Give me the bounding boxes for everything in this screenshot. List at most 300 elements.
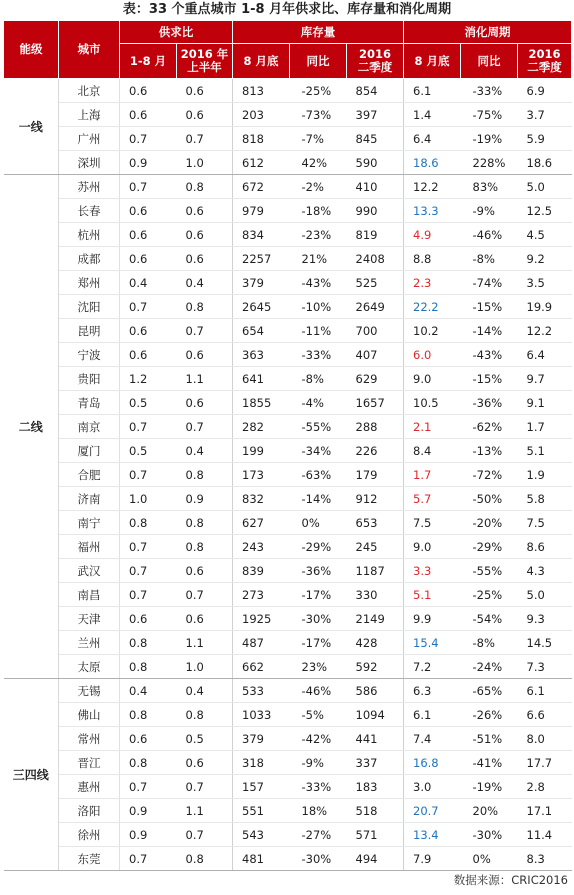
inventory-q2-cell: 845: [347, 127, 404, 151]
cycle-yoy-cell: -50%: [461, 487, 518, 511]
city-cell: 东莞: [59, 847, 120, 871]
city-cell: 常州: [59, 727, 120, 751]
city-cell: 宁波: [59, 343, 120, 367]
supply-ytd-cell: 0.7: [120, 583, 177, 607]
supply-h1-cell: 0.7: [177, 415, 233, 439]
supply-ytd-cell: 1.2: [120, 367, 177, 391]
cycle-aug-cell: 5.7: [404, 487, 461, 511]
cycle-yoy-cell: -15%: [461, 295, 518, 319]
inventory-yoy-cell: -17%: [290, 631, 347, 655]
supply-h1-cell: 0.7: [177, 775, 233, 799]
table-row: [4, 247, 572, 271]
cycle-q2-cell: 9.1: [518, 391, 572, 415]
inventory-q2-cell: 1657: [347, 391, 404, 415]
cycle-aug-cell: 7.9: [404, 847, 461, 871]
cycle-q2-cell: 14.5: [518, 631, 572, 655]
inventory-aug-cell: 813: [233, 79, 290, 103]
cycle-q2-cell: 1.9: [518, 463, 572, 487]
inventory-aug-cell: 157: [233, 775, 290, 799]
cycle-q2-cell: 8.0: [518, 727, 572, 751]
table-body: [4, 79, 572, 871]
cycle-q2-cell: 5.8: [518, 487, 572, 511]
cycle-yoy-cell: -29%: [461, 535, 518, 559]
inventory-aug-cell: 173: [233, 463, 290, 487]
table-row: [4, 511, 572, 535]
cycle-yoy-cell: -25%: [461, 583, 518, 607]
inventory-q2-cell: 179: [347, 463, 404, 487]
inventory-q2-cell: 330: [347, 583, 404, 607]
cycle-q2-cell: 7.5: [518, 511, 572, 535]
inventory-aug-cell: 318: [233, 751, 290, 775]
inventory-yoy-cell: 23%: [290, 655, 347, 679]
cycle-yoy-cell: -75%: [461, 103, 518, 127]
table-row: [4, 487, 572, 511]
inventory-aug-cell: 273: [233, 583, 290, 607]
city-cell: 洛阳: [59, 799, 120, 823]
city-cell: 青岛: [59, 391, 120, 415]
city-cell: 南京: [59, 415, 120, 439]
city-cell: 合肥: [59, 463, 120, 487]
inventory-q2-cell: 525: [347, 271, 404, 295]
supply-ytd-cell: 0.6: [120, 343, 177, 367]
inventory-yoy-cell: -33%: [290, 775, 347, 799]
supply-ytd-cell: 0.9: [120, 151, 177, 175]
cycle-aug-cell: 18.6: [404, 151, 461, 175]
cycle-q2-cell: 18.6: [518, 151, 572, 175]
cycle-aug-cell: 7.5: [404, 511, 461, 535]
inventory-q2-cell: 183: [347, 775, 404, 799]
supply-ytd-cell: 0.7: [120, 127, 177, 151]
cycle-yoy-cell: -8%: [461, 631, 518, 655]
inventory-aug-cell: 2257: [233, 247, 290, 271]
cycle-aug-cell: 3.0: [404, 775, 461, 799]
inventory-aug-cell: 487: [233, 631, 290, 655]
supply-ytd-cell: 1.0: [120, 487, 177, 511]
supply-h1-cell: 0.8: [177, 511, 233, 535]
cycle-q2-cell: 2.8: [518, 775, 572, 799]
supply-h1-cell: 0.7: [177, 127, 233, 151]
cycle-q2-cell: 7.3: [518, 655, 572, 679]
inventory-yoy-cell: -29%: [290, 535, 347, 559]
city-cell: 长春: [59, 199, 120, 223]
city-cell: 昆明: [59, 319, 120, 343]
supply-ytd-cell: 0.6: [120, 247, 177, 271]
inventory-yoy-cell: -9%: [290, 751, 347, 775]
city-cell: 福州: [59, 535, 120, 559]
inventory-q2-cell: 407: [347, 343, 404, 367]
cycle-yoy-cell: -14%: [461, 319, 518, 343]
city-cell: 南昌: [59, 583, 120, 607]
supply-h1-cell: 0.6: [177, 607, 233, 631]
inventory-q2-cell: 494: [347, 847, 404, 871]
city-cell: 郑州: [59, 271, 120, 295]
table-row: [4, 799, 572, 823]
inventory-yoy-cell: -30%: [290, 607, 347, 631]
cycle-q2-cell: 5.0: [518, 583, 572, 607]
table-row: [4, 463, 572, 487]
cycle-aug-cell: 8.8: [404, 247, 461, 271]
supply-h1-cell: 0.6: [177, 751, 233, 775]
city-cell: 杭州: [59, 223, 120, 247]
cycle-aug-cell: 6.1: [404, 703, 461, 727]
header-inv-q2-line1: 2016: [359, 47, 392, 61]
inventory-yoy-cell: -43%: [290, 271, 347, 295]
cycle-aug-cell: 9.9: [404, 607, 461, 631]
city-cell: 天津: [59, 607, 120, 631]
inventory-q2-cell: 428: [347, 631, 404, 655]
cycle-aug-cell: 13.4: [404, 823, 461, 847]
cycle-aug-cell: 6.3: [404, 679, 461, 703]
supply-ytd-cell: 0.5: [120, 391, 177, 415]
cycle-aug-cell: 12.2: [404, 175, 461, 199]
inventory-aug-cell: 818: [233, 127, 290, 151]
supply-h1-cell: 0.4: [177, 679, 233, 703]
header-supply-h1: [177, 44, 233, 79]
cycle-aug-cell: 8.4: [404, 439, 461, 463]
inventory-yoy-cell: -8%: [290, 367, 347, 391]
table-row: [4, 175, 572, 199]
city-cell: 太原: [59, 655, 120, 679]
inventory-q2-cell: 700: [347, 319, 404, 343]
supply-ytd-cell: 0.8: [120, 703, 177, 727]
supply-h1-cell: 0.6: [177, 103, 233, 127]
table-row: [4, 343, 572, 367]
cycle-yoy-cell: -9%: [461, 199, 518, 223]
inventory-yoy-cell: -34%: [290, 439, 347, 463]
inventory-q2-cell: 441: [347, 727, 404, 751]
inventory-q2-cell: 518: [347, 799, 404, 823]
header-group-cycle: 消化周期: [404, 21, 572, 44]
cycle-yoy-cell: 0%: [461, 847, 518, 871]
inventory-yoy-cell: -11%: [290, 319, 347, 343]
supply-ytd-cell: 0.7: [120, 775, 177, 799]
supply-ytd-cell: 0.8: [120, 631, 177, 655]
cycle-aug-cell: 10.5: [404, 391, 461, 415]
supply-h1-cell: 0.6: [177, 343, 233, 367]
cycle-aug-cell: 13.3: [404, 199, 461, 223]
inventory-yoy-cell: 21%: [290, 247, 347, 271]
cycle-aug-cell: 16.8: [404, 751, 461, 775]
supply-ytd-cell: 0.7: [120, 175, 177, 199]
inventory-q2-cell: 1187: [347, 559, 404, 583]
table-row: [4, 151, 572, 175]
cycle-q2-cell: 9.3: [518, 607, 572, 631]
city-cell: 晋江: [59, 751, 120, 775]
cycle-aug-cell: 2.3: [404, 271, 461, 295]
inventory-aug-cell: 612: [233, 151, 290, 175]
table-row: [4, 103, 572, 127]
cycle-aug-cell: 4.9: [404, 223, 461, 247]
city-cell: 徐州: [59, 823, 120, 847]
inventory-yoy-cell: 42%: [290, 151, 347, 175]
table-row: [4, 847, 572, 871]
cycle-yoy-cell: -19%: [461, 127, 518, 151]
table-row: [4, 727, 572, 751]
city-cell: 上海: [59, 103, 120, 127]
supply-h1-cell: 1.1: [177, 631, 233, 655]
city-cell: 武汉: [59, 559, 120, 583]
cycle-q2-cell: 5.1: [518, 439, 572, 463]
header-inv-q2: [347, 44, 404, 79]
cycle-yoy-cell: -20%: [461, 511, 518, 535]
header-supply-h1-line2: 上半年: [187, 60, 222, 74]
city-cell: 惠州: [59, 775, 120, 799]
inventory-aug-cell: 543: [233, 823, 290, 847]
inventory-aug-cell: 2645: [233, 295, 290, 319]
cycle-yoy-cell: -30%: [461, 823, 518, 847]
tier-label: 二线: [4, 175, 59, 679]
data-source: 数据来源：CRIC2016: [453, 873, 568, 887]
cycle-yoy-cell: -74%: [461, 271, 518, 295]
supply-h1-cell: 0.4: [177, 271, 233, 295]
inventory-yoy-cell: -10%: [290, 295, 347, 319]
cycle-q2-cell: 6.9: [518, 79, 572, 103]
supply-ytd-cell: 0.6: [120, 223, 177, 247]
cycle-q2-cell: 3.7: [518, 103, 572, 127]
cycle-aug-cell: 2.1: [404, 415, 461, 439]
inventory-yoy-cell: -73%: [290, 103, 347, 127]
inventory-yoy-cell: -33%: [290, 343, 347, 367]
supply-ytd-cell: 0.6: [120, 607, 177, 631]
supply-h1-cell: 0.7: [177, 583, 233, 607]
inventory-aug-cell: 1855: [233, 391, 290, 415]
inventory-aug-cell: 627: [233, 511, 290, 535]
table-row: [4, 199, 572, 223]
city-cell: 沈阳: [59, 295, 120, 319]
cycle-yoy-cell: -41%: [461, 751, 518, 775]
inventory-aug-cell: 363: [233, 343, 290, 367]
cycle-aug-cell: 10.2: [404, 319, 461, 343]
supply-ytd-cell: 0.9: [120, 799, 177, 823]
inventory-aug-cell: 203: [233, 103, 290, 127]
cycle-q2-cell: 6.1: [518, 679, 572, 703]
table-row: [4, 367, 572, 391]
header-cyc-q2: [518, 44, 572, 79]
inventory-q2-cell: 629: [347, 367, 404, 391]
supply-h1-cell: 0.6: [177, 79, 233, 103]
cycle-aug-cell: 9.0: [404, 367, 461, 391]
table-row: [4, 223, 572, 247]
cycle-yoy-cell: -43%: [461, 343, 518, 367]
cycle-aug-cell: 1.7: [404, 463, 461, 487]
header-supply-h1-line1: 2016 年: [180, 47, 229, 61]
supply-ytd-cell: 0.4: [120, 271, 177, 295]
table-row: [4, 559, 572, 583]
inventory-q2-cell: 2649: [347, 295, 404, 319]
table-header: [4, 21, 572, 79]
table-row: [4, 703, 572, 727]
city-cell: 成都: [59, 247, 120, 271]
table-row: [4, 127, 572, 151]
supply-h1-cell: 0.6: [177, 199, 233, 223]
cycle-aug-cell: 5.1: [404, 583, 461, 607]
inventory-yoy-cell: -4%: [290, 391, 347, 415]
inventory-q2-cell: 226: [347, 439, 404, 463]
inventory-aug-cell: 662: [233, 655, 290, 679]
inventory-aug-cell: 199: [233, 439, 290, 463]
table-row: [4, 79, 572, 103]
table-row: [4, 535, 572, 559]
cycle-aug-cell: 3.3: [404, 559, 461, 583]
inventory-aug-cell: 979: [233, 199, 290, 223]
cycle-q2-cell: 12.5: [518, 199, 572, 223]
cycle-q2-cell: 11.4: [518, 823, 572, 847]
table-row: [4, 823, 572, 847]
cycle-yoy-cell: 20%: [461, 799, 518, 823]
supply-ytd-cell: 0.6: [120, 727, 177, 751]
table-row: [4, 631, 572, 655]
supply-h1-cell: 0.8: [177, 463, 233, 487]
inventory-q2-cell: 586: [347, 679, 404, 703]
inventory-yoy-cell: -42%: [290, 727, 347, 751]
inventory-aug-cell: 379: [233, 271, 290, 295]
cycle-q2-cell: 12.2: [518, 319, 572, 343]
cycle-aug-cell: 7.2: [404, 655, 461, 679]
header-cyc-yoy: 同比: [461, 44, 518, 79]
table-row: [4, 415, 572, 439]
supply-h1-cell: 0.6: [177, 391, 233, 415]
supply-h1-cell: 0.4: [177, 439, 233, 463]
inventory-q2-cell: 590: [347, 151, 404, 175]
cycle-q2-cell: 6.6: [518, 703, 572, 727]
header-inv-yoy: 同比: [290, 44, 347, 79]
table-row: [4, 271, 572, 295]
inventory-q2-cell: 571: [347, 823, 404, 847]
cycle-yoy-cell: -8%: [461, 247, 518, 271]
cycle-aug-cell: 22.2: [404, 295, 461, 319]
inventory-yoy-cell: -46%: [290, 679, 347, 703]
cycle-q2-cell: 6.4: [518, 343, 572, 367]
table-row: [4, 391, 572, 415]
cycle-yoy-cell: -62%: [461, 415, 518, 439]
supply-ytd-cell: 0.6: [120, 319, 177, 343]
cycle-aug-cell: 6.0: [404, 343, 461, 367]
header-supply-ytd: 1-8 月: [120, 44, 177, 79]
supply-ytd-cell: 0.7: [120, 535, 177, 559]
city-cell: 深圳: [59, 151, 120, 175]
supply-ytd-cell: 0.7: [120, 415, 177, 439]
inventory-aug-cell: 654: [233, 319, 290, 343]
cycle-yoy-cell: 228%: [461, 151, 518, 175]
supply-ytd-cell: 0.9: [120, 823, 177, 847]
inventory-yoy-cell: -25%: [290, 79, 347, 103]
cycle-yoy-cell: -51%: [461, 727, 518, 751]
cycle-yoy-cell: -46%: [461, 223, 518, 247]
header-group-inventory: 库存量: [233, 21, 404, 44]
cycle-q2-cell: 8.6: [518, 535, 572, 559]
inventory-aug-cell: 243: [233, 535, 290, 559]
inventory-aug-cell: 1033: [233, 703, 290, 727]
inventory-q2-cell: 653: [347, 511, 404, 535]
supply-h1-cell: 0.6: [177, 223, 233, 247]
header-inv-aug: 8 月底: [233, 44, 290, 79]
inventory-aug-cell: 641: [233, 367, 290, 391]
cycle-aug-cell: 7.4: [404, 727, 461, 751]
header-cyc-aug: 8 月底: [404, 44, 461, 79]
supply-h1-cell: 0.6: [177, 559, 233, 583]
inventory-aug-cell: 1925: [233, 607, 290, 631]
table-row: [4, 751, 572, 775]
cycle-yoy-cell: -55%: [461, 559, 518, 583]
cycle-yoy-cell: -33%: [461, 79, 518, 103]
supply-h1-cell: 0.8: [177, 535, 233, 559]
inventory-yoy-cell: -30%: [290, 847, 347, 871]
inventory-yoy-cell: -63%: [290, 463, 347, 487]
cycle-q2-cell: 17.1: [518, 799, 572, 823]
cycle-q2-cell: 17.7: [518, 751, 572, 775]
supply-h1-cell: 0.8: [177, 175, 233, 199]
city-cell: 厦门: [59, 439, 120, 463]
inventory-aug-cell: 551: [233, 799, 290, 823]
header-cyc-q2-line2: 二季度: [527, 60, 562, 74]
inventory-q2-cell: 819: [347, 223, 404, 247]
inventory-q2-cell: 854: [347, 79, 404, 103]
inventory-yoy-cell: -18%: [290, 199, 347, 223]
inventory-q2-cell: 337: [347, 751, 404, 775]
header-cyc-q2-line1: 2016: [528, 47, 561, 61]
city-cell: 广州: [59, 127, 120, 151]
table-row: [4, 439, 572, 463]
cycle-q2-cell: 9.2: [518, 247, 572, 271]
cycle-q2-cell: 4.5: [518, 223, 572, 247]
cycle-aug-cell: 6.4: [404, 127, 461, 151]
cycle-yoy-cell: -15%: [461, 367, 518, 391]
cycle-q2-cell: 5.0: [518, 175, 572, 199]
cycle-q2-cell: 1.7: [518, 415, 572, 439]
inventory-yoy-cell: -55%: [290, 415, 347, 439]
cycle-yoy-cell: -13%: [461, 439, 518, 463]
table-row: [4, 655, 572, 679]
cycle-q2-cell: 9.7: [518, 367, 572, 391]
inventory-aug-cell: 282: [233, 415, 290, 439]
supply-h1-cell: 1.1: [177, 367, 233, 391]
inventory-aug-cell: 533: [233, 679, 290, 703]
supply-ytd-cell: 0.8: [120, 511, 177, 535]
table-title: 表：33 个重点城市 1-8 月年供求比、库存量和消化周期: [122, 2, 452, 17]
inventory-aug-cell: 839: [233, 559, 290, 583]
supply-h1-cell: 0.5: [177, 727, 233, 751]
tier-label: 一线: [4, 79, 59, 175]
inventory-q2-cell: 1094: [347, 703, 404, 727]
inventory-yoy-cell: -5%: [290, 703, 347, 727]
supply-ytd-cell: 0.6: [120, 79, 177, 103]
cycle-q2-cell: 4.3: [518, 559, 572, 583]
table-row: [4, 775, 572, 799]
header-group-supply: 供求比: [120, 21, 233, 44]
cycle-q2-cell: 19.9: [518, 295, 572, 319]
table-row: [4, 607, 572, 631]
cycle-yoy-cell: -26%: [461, 703, 518, 727]
inventory-yoy-cell: -36%: [290, 559, 347, 583]
header-tier: 能级: [4, 21, 59, 79]
cycle-yoy-cell: -54%: [461, 607, 518, 631]
inventory-yoy-cell: -27%: [290, 823, 347, 847]
city-cell: 济南: [59, 487, 120, 511]
inventory-q2-cell: 2408: [347, 247, 404, 271]
table-row: [4, 319, 572, 343]
inventory-q2-cell: 592: [347, 655, 404, 679]
supply-ytd-cell: 0.4: [120, 679, 177, 703]
city-cell: 贵阳: [59, 367, 120, 391]
supply-ytd-cell: 0.7: [120, 463, 177, 487]
cycle-yoy-cell: -72%: [461, 463, 518, 487]
cycle-yoy-cell: -19%: [461, 775, 518, 799]
inventory-q2-cell: 912: [347, 487, 404, 511]
inventory-q2-cell: 990: [347, 199, 404, 223]
supply-h1-cell: 0.8: [177, 703, 233, 727]
inventory-yoy-cell: -17%: [290, 583, 347, 607]
inventory-q2-cell: 410: [347, 175, 404, 199]
